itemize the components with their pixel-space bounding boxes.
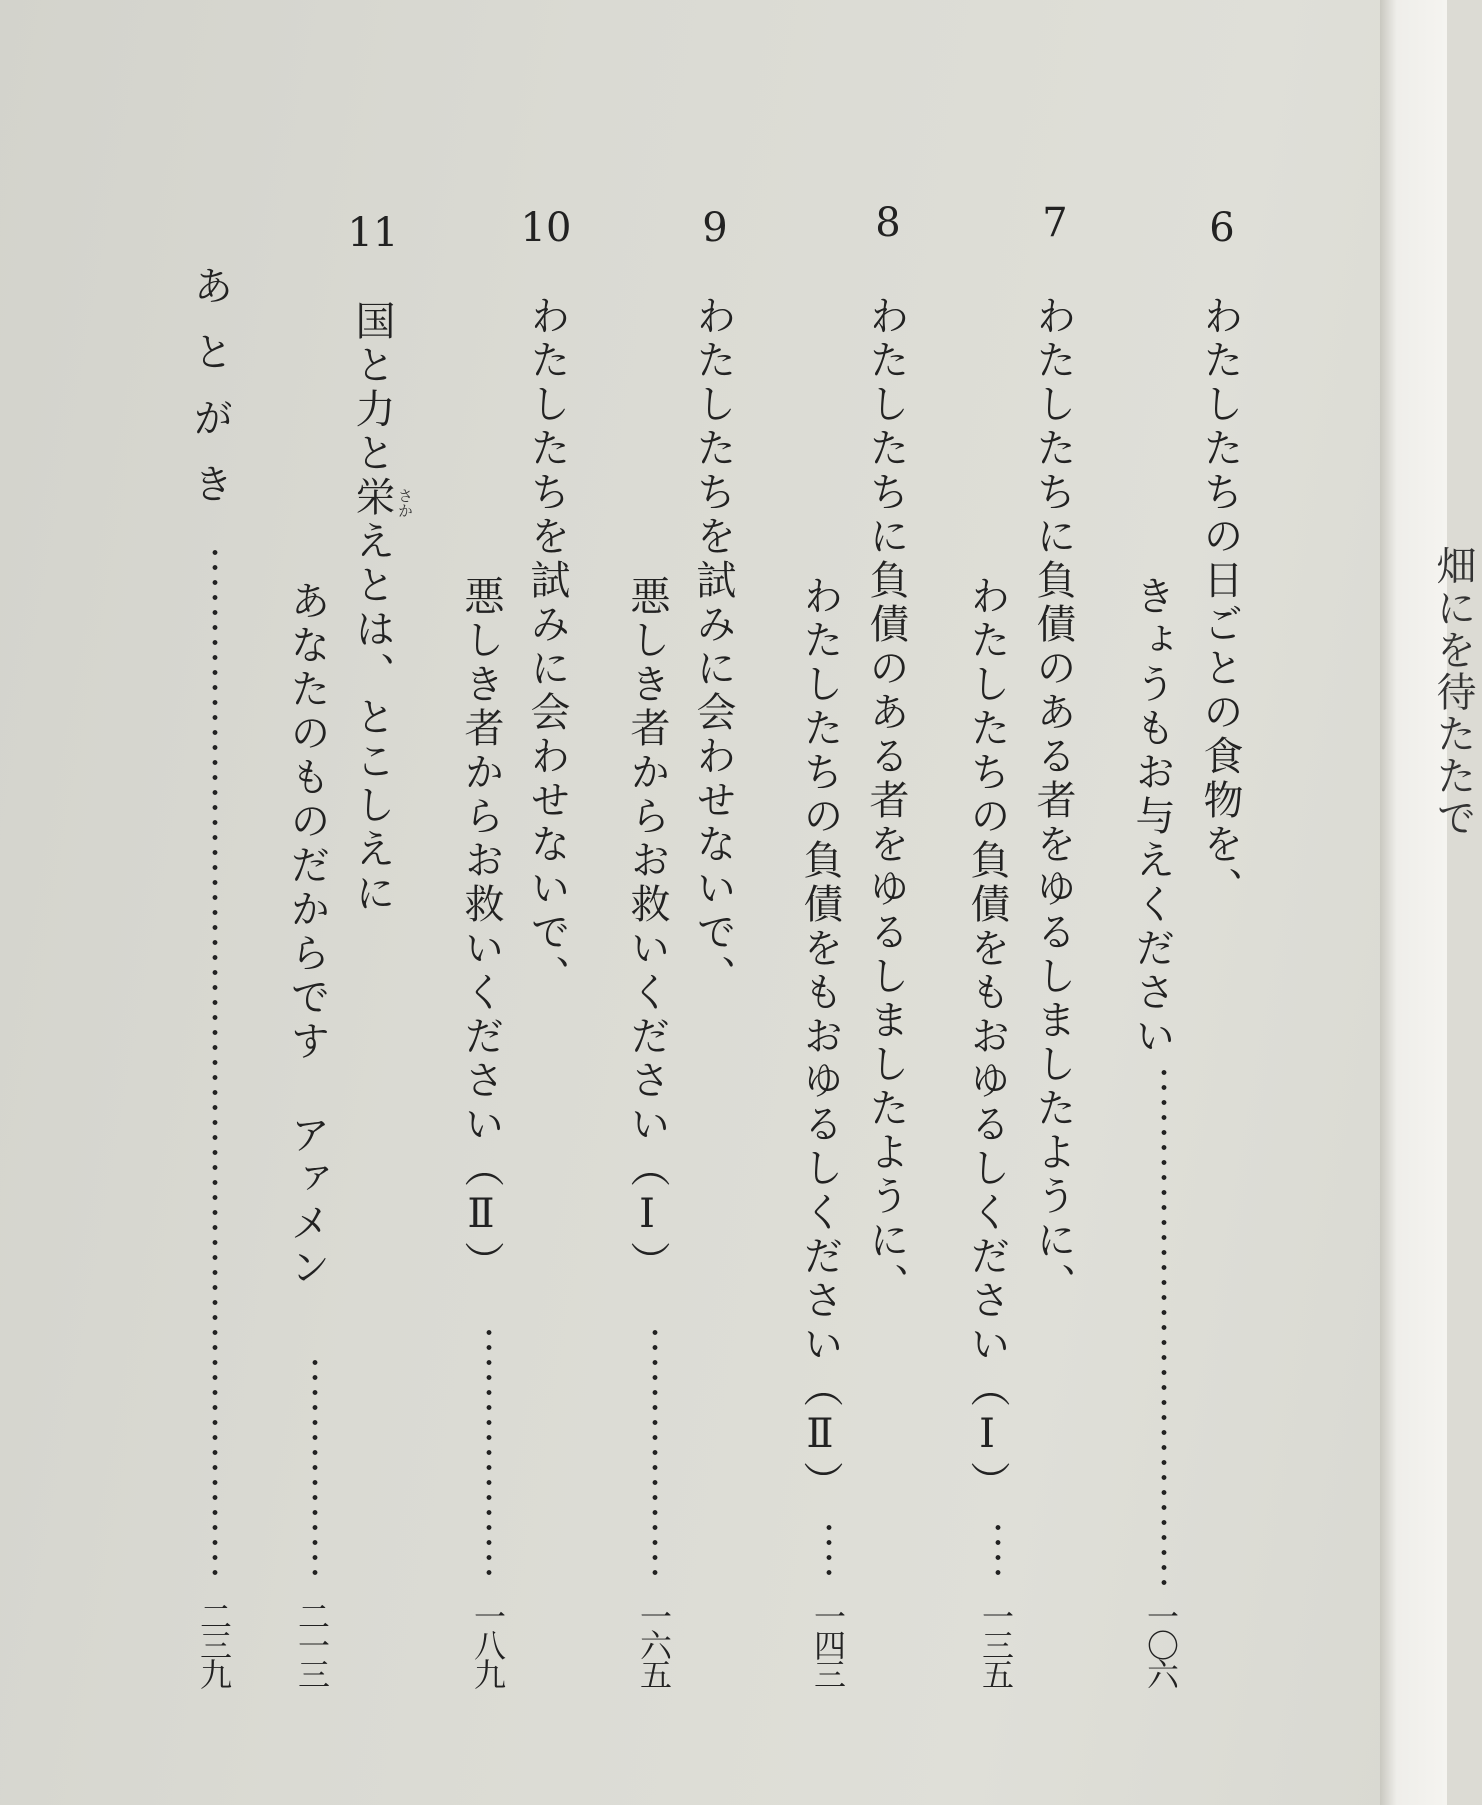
entry-number: 7 <box>1042 200 1068 246</box>
entry-title-line2: わたしたちの負債をもおゆるしください（Ⅰ） <box>964 575 1010 1505</box>
entry-title-line1: わたしたちの日ごとの食物を、 <box>1197 295 1243 911</box>
facing-page-edge <box>1380 0 1447 1805</box>
facing-page-text: 畑にを待たたで <box>1430 545 1476 839</box>
entry-number: 11 <box>347 210 399 256</box>
dot-leader <box>652 1325 658 1585</box>
page-number: 一六五 <box>635 1600 673 1687</box>
dot-leader <box>486 1325 492 1585</box>
dot-leader <box>1161 1065 1167 1585</box>
entry-title-line1: 国と力と栄えとは、とこしえに <box>349 300 395 916</box>
entry-title-line2: きょうもお与えください <box>1129 575 1175 1059</box>
entry-number: 6 <box>1209 205 1235 251</box>
entry-number: 10 <box>520 205 572 251</box>
entry-number: 9 <box>702 205 728 251</box>
entry-title-line2: 悪しき者からお救いください（Ⅱ） <box>458 575 504 1285</box>
page-number: 一〇六 <box>1142 1600 1180 1687</box>
dot-leader <box>826 1520 832 1585</box>
ruby-annotation: さか <box>396 488 414 518</box>
entry-title-line2: わたしたちの負債をもおゆるしください（Ⅱ） <box>797 575 843 1505</box>
page-number: 一八九 <box>469 1600 507 1687</box>
page-number: 一四三 <box>809 1600 847 1687</box>
entry-title-line2: あなたのものだからです アァメン <box>284 580 330 1290</box>
dot-leader <box>995 1520 1001 1585</box>
entry-title-line1: わたしたちを試みに会わせないで、 <box>524 295 570 999</box>
entry-title-line1: わたしたちに負債のある者をゆるしましたように、 <box>1030 295 1076 1307</box>
entry-number: 8 <box>875 200 901 246</box>
entry-title-line2: 悪しき者からお救いください（Ⅰ） <box>624 575 670 1285</box>
dot-leader <box>312 1355 318 1585</box>
page-number: 二三九 <box>195 1600 233 1687</box>
entry-title-line1: わたしたちに負債のある者をゆるしましたように、 <box>863 295 909 1307</box>
page-number: 一三五 <box>977 1600 1015 1687</box>
afterword-label: あとがき <box>187 265 233 529</box>
dot-leader <box>212 545 218 1585</box>
page-number: 二一三 <box>293 1600 331 1687</box>
entry-title-line1: わたしたちを試みに会わせないで、 <box>690 295 736 999</box>
